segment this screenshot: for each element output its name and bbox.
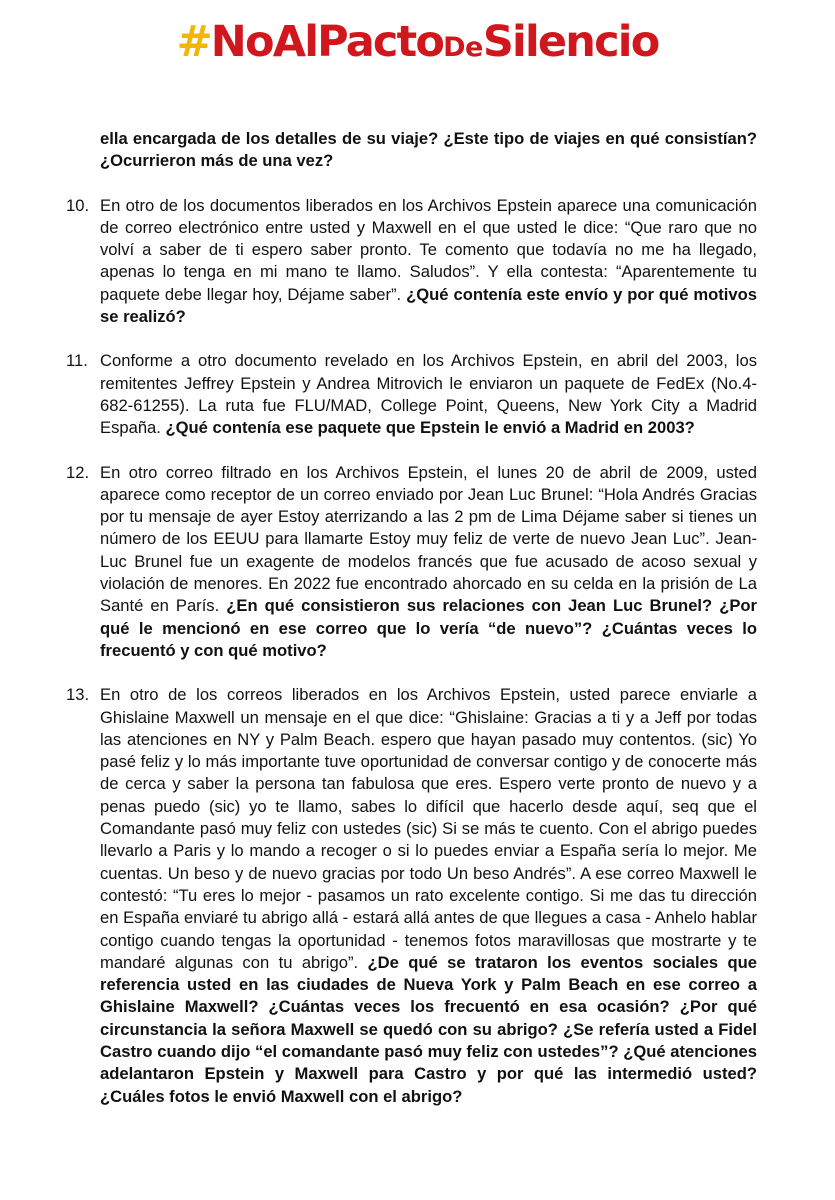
item-question: ¿Qué contenía ese paquete que Epstein le envió a Madrid en 2003? (165, 418, 695, 438)
list-item-13 (66, 684, 758, 1108)
item-text: En otro de los correos liberados en los Archivos Epstein, usted parece enviarle a Ghislaine Maxwell un mensaje en el que dice: “Ghislaine: Gracias a ti y a Jeff por todas las atenciones en NY y Palm Beach. espero que hayan pasado muy contentos. (sic) Yo pasé feliz y lo más importante tuve oportunidad de conversar contigo y de conocerte más de cerca y saber la persona tan fabulosa que eres. Espero verte pronto de nuevo y a penas puedo (sic) yo te llamo, sabes lo difícil que hacerlo desde aquí, seq que el Comandante pasó muy feliz con ustedes (sic) Si se más te cuento. Con el abrigo puedes llevarlo a Paris y lo mando a recoger o si lo puedes enviar a España sería lo mejor. Me cuentas. Un beso y de nuevo gracias por todo Un beso Andrés”. A ese correo Maxwell le contestó: “Tu eres lo mejor - pasamos un rato excelente contigo. Si me das tu dirección en España enviaré tu abrigo allá - estará allá antes de que llegues a casa - Anhelo hablar contigo cuando tengas la oportunidad - tenemos fotos maravillosas que mostrarte y te mandaré algunas con tu abrigo”. (100, 685, 757, 972)
item-text: En otro correo filtrado en los Archivos Epstein, el lunes 20 de abril de 2009, usted aparece como receptor de un correo enviado por Jean Luc Brunel: “Hola Andrés Gracias por tu mensaje de ayer Estoy aterrizando a las 2 pm de Lima Déjame saber si tienes un número de los EEUU para llamarte Estoy muy feliz de verte de nuevo Jean Luc”. Jean-Luc Brunel fue un exagente de modelos francés que fue acusado de acoso sexual y violación de menores. En 2022 fue encontrado ahorcado en su celda en la prisión de La Santé en París. (100, 462, 757, 616)
item-paragraph (100, 462, 757, 663)
list-item-11 (66, 350, 757, 439)
hashtag-part-3: Silencio (482, 17, 659, 67)
item-paragraph (100, 350, 757, 439)
item-number: 11. (66, 351, 88, 371)
hashtag-part-1: NoAlPacto (210, 17, 444, 67)
document-body (66, 128, 758, 1108)
item-question: ¿Qué contenía este envío y por qué motivos se realizó? (100, 284, 757, 327)
item-paragraph (100, 195, 757, 329)
item-number: 10. (66, 195, 90, 215)
list-item-10 (66, 195, 757, 329)
continued-question-bold: ella encargada de los detalles de su viaje? ¿Este tipo de viajes en qué consistían? ¿Ocurrieron más de una vez? (100, 129, 757, 171)
item-text: En otro de los documentos liberados en los Archivos Epstein aparece una comunicación de correo electrónico entre usted y Maxwell en el que usted le dice: “Que raro que no volví a saber de ti espero saber pronto. Te comento que todavía no me ha llegado, apenas lo tenga en mi mano te llamo. Saludos”. Y ella contesta: “Aparentemente tu paquete debe llegar hoy, Déjame saber”. (100, 195, 757, 304)
list-item-12 (66, 462, 757, 663)
item-question: ¿De qué se trataron los eventos sociales que referencia usted en las ciudades de Nueva York y Palm Beach en ese correo a Ghislaine Maxwell? ¿Cuántas veces los frecuentó en esa ocasión? ¿Por qué circunstancia la señora Maxwell se quedó con su abrigo? ¿Se refería usted a Fidel Castro cuando dijo “el comandante pasó muy feliz con ustedes”? ¿Qué atenciones adelantaron Epstein y Maxwell para Castro y por qué las intermedió usted? ¿Cuáles fotos le envió Maxwell con el abrigo? (100, 952, 758, 1106)
hashtag-symbol: # (176, 17, 211, 67)
item-question: ¿En qué consistieron sus relaciones con Jean Luc Brunel? ¿Por qué le mencionó en ese correo que lo vería “de nuevo”? ¿Cuántas veces lo frecuentó y con qué motivo? (100, 596, 757, 660)
item-number: 12. (66, 462, 90, 482)
item-paragraph (100, 684, 757, 1108)
hashtag-part-2: De (443, 32, 483, 63)
campaign-hashtag-logo (0, 14, 835, 76)
continued-question (100, 128, 757, 173)
item-text: Conforme a otro documento revelado en los Archivos Epstein, en abril del 2003, los remitentes Jeffrey Epstein y Andrea Mitrovich le enviaron un paquete de FedEx (No.4-682-61255). La ruta fue FLU/MAD, College Point, Queens, New York City a Madrid España. (100, 351, 757, 438)
item-number: 13. (66, 685, 90, 705)
